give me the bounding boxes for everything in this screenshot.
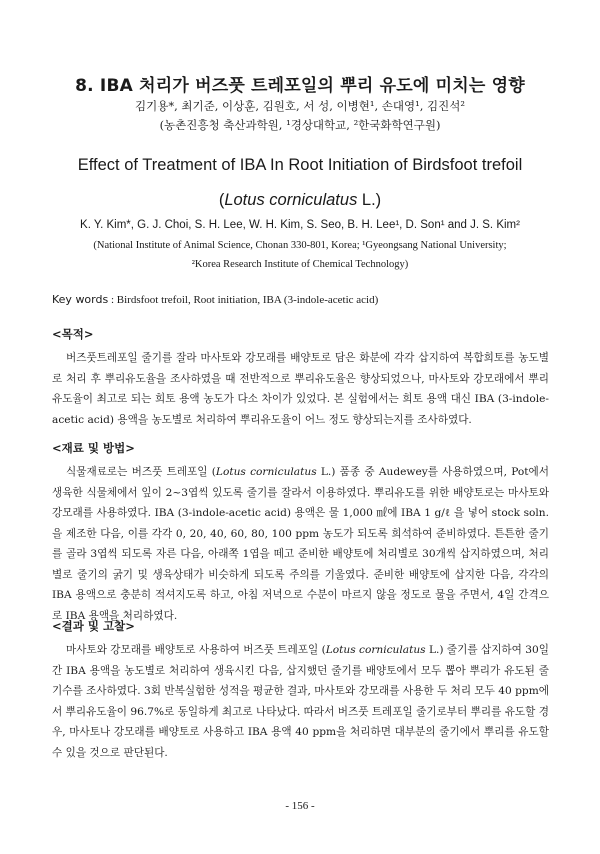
methods-text-a: 식물재료로는 버즈풋 트레포일 ( — [66, 466, 216, 478]
methods-species: Lotus corniculatus — [215, 466, 317, 478]
english-title-line1: Effect of Treatment of IBA In Root Initiation of Birdsfoot trefoil — [77, 156, 523, 174]
english-affiliation-line1: (National Institute of Animal Science, Chonan 330-801, Korea; ¹Gyeongsang National University; — [93, 240, 507, 251]
section-purpose — [52, 326, 549, 430]
title-open-paren: ( — [218, 191, 225, 209]
methods-text-b: L.) 품종 중 Audewey를 사용하였으며, Pot에서 생육한 식물체에서 잎이 2~3엽씩 있도록 줄기를 잘라서 이용하였다. 뿌리유도를 위한 배양토로는 마사토와 강모래를 사용하였다. IBA (3-indole-acetic acid) 용액은 물 1,000 ㎖에 IBA 1 g/ℓ 을 넣어 stock soln.을 제조한 다음, 이를 각각 0, 20, 40, 60, 80, 100 ppm 농도가 되도록 희석하여 준비하였다. 튼튼한 줄기를 골라 3엽씩 되도록 자른 다음, 아래쪽 1엽을 떼고 준비한 배양토에 처리별로 30개씩 삽지하였으며, 처리별로 줄기의 굵기 및 생육상태가 비슷하게 되도록 주의를 기울였다. 준비한 배양토에 삽지한 다음, 각각의 IBA 용액으로 충분히 적셔지도록 하고, 아침 저녁으로 수분이 마르지 않을 정도로 물을 주면서, 4일 간격으로 IBA 용액을 처리하였다. — [52, 466, 549, 622]
results-text-a: 마사토와 강모래를 배양토로 사용하여 버즈풋 트레포일 ( — [66, 644, 326, 656]
title-suffix: L.) — [357, 191, 382, 209]
results-species: Lotus corniculatus — [325, 644, 426, 656]
purpose-heading: <목적> — [52, 327, 94, 341]
title-species-name: Lotus corniculatus — [224, 191, 358, 209]
korean-authors: 김기용*, 최기준, 이상훈, 김원호, 서 성, 이병현¹, 손대영¹, 김진석² — [135, 99, 465, 113]
keywords — [52, 293, 378, 306]
results-text-b: L.) 줄기를 삽지하여 30일간 IBA 용액을 농도별로 처리하여 생육시킨 다음, 삽지했던 줄기를 배양토에서 모두 뽑아 뿌리가 유도된 줄기수를 조사하였다. 3회 반복실험한 성적을 평균한 결과, 마사토와 강모래를 사용한 두 처리 모두 40 ppm에서 뿌리유도율이 96.7%로 동일하게 최고로 나타났다. 따라서 버즈풋 트레포일 줄기로부터 뿌리를 유도할 경우, 마사토나 강모래를 배양토로 사용하고 IBA 용액 40 ppm을 처리하면 대부분의 줄기에서 뿌리를 유도할 수 있을 것으로 판단된다. — [52, 644, 550, 759]
keywords-text: : Birdsfoot trefoil, Root initiation, IBA (3-indole-acetic acid) — [108, 294, 379, 306]
keywords-label: Key words — [52, 293, 109, 306]
english-affiliation-line2: ²Korea Research Institute of Chemical Technology) — [191, 259, 409, 270]
methods-heading: <재료 및 방법> — [52, 441, 135, 455]
section-results — [52, 618, 549, 763]
results-paragraph — [52, 640, 549, 763]
methods-paragraph — [52, 462, 549, 626]
english-authors: K. Y. Kim*, G. J. Choi, S. H. Lee, W. H. Kim, S. Seo, B. H. Lee¹, D. Son¹ and J. S. Kim² — [80, 219, 520, 231]
page-number: - 156 - — [285, 800, 315, 812]
purpose-paragraph: 버즈풋트레포일 줄기를 잘라 마사토와 강모래를 배양토로 담은 화분에 각각 삽지하여 복합희토를 농도별로 처리 후 뿌리유도율을 조사하였을 때 전반적으로 뿌리유도율은 향상되었으나, 마사토와 강모래에서 뿌리유도율이 최고로 되는 희토 용액 농도가 다소 차이가 있었다. 본 실험에서는 희토 용액 대신 IBA (3-indole-acetic acid) 용액을 농도별로 처리하여 뿌리유도율이 어느 정도 향상되는지를 조사하였다. — [52, 352, 549, 426]
section-methods — [52, 440, 549, 626]
english-affiliations — [0, 236, 600, 274]
korean-title: 8. IBA 처리가 버즈풋 트레포일의 뿌리 유도에 미치는 영향 — [75, 76, 525, 96]
korean-affiliations: (농촌진흥청 축산과학원, ¹경상대학교, ²한국화학연구원) — [159, 118, 441, 132]
results-heading: <결과 및 고찰> — [52, 619, 135, 633]
english-title-line2 — [0, 191, 600, 210]
